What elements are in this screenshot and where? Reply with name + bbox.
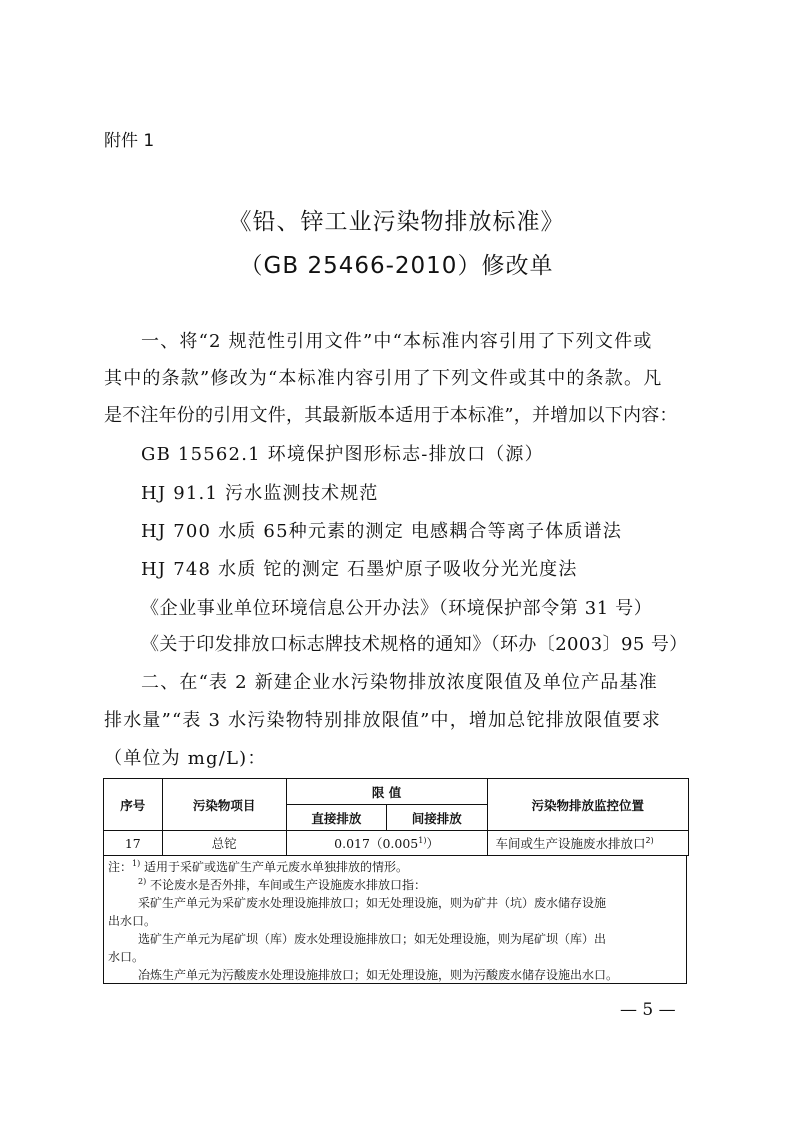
value-main: 0.017（0.005	[334, 836, 419, 851]
paragraph-2-line-2: 排水量”“表 3 水污染物特别排放限值”中，增加总铊排放限值要求	[104, 710, 661, 731]
paragraph-2-line-1: 二、在“表 2 新建企业水污染物排放浓度限值及单位产品基准	[141, 672, 658, 693]
note-3: 采矿生产单元为采矿废水处理设施排放口；如无处理设施，则为矿井（坑）废水储存设施	[138, 896, 607, 910]
reference-item: 《企业事业单位环境信息公开办法》（环境保护部令第 31 号）	[141, 598, 653, 619]
header-seq: 序号	[104, 779, 163, 831]
note-5: 冶炼生产单元为污酸废水处理设施排放口；如无处理设施，则为污酸废水储存设施出水口。	[138, 968, 619, 982]
document-title: 《铅、锌工业污染物排放标准》	[228, 209, 565, 235]
location-footnote-ref: 2)	[645, 835, 654, 845]
header-indirect: 间接排放	[387, 805, 487, 831]
location-text: 车间或生产设施废水排放口	[495, 836, 646, 851]
note-4-cont: 水口。	[108, 950, 145, 964]
cell-location	[487, 831, 689, 856]
cell-value	[286, 831, 487, 856]
value-close: ）	[426, 836, 439, 851]
header-location: 污染物排放监控位置	[487, 779, 689, 831]
note-1-marker: 1)	[132, 859, 141, 868]
reference-item: HJ 748 水质 铊的测定 石墨炉原子吸收分光光度法	[141, 559, 578, 580]
paragraph-2-line-3: （单位为 mg/L)：	[104, 748, 267, 769]
note-4: 选矿生产单元为尾矿坝（库）废水处理设施排放口；如无处理设施，则为尾矿坝（库）出	[138, 932, 607, 946]
header-direct: 直接排放	[286, 805, 386, 831]
note-2-text: 不论废水是否外排，车间或生产设施废水排放口指：	[146, 878, 427, 892]
table-notes	[103, 856, 687, 984]
notes-prefix: 注：	[108, 860, 133, 874]
emission-limit-table	[103, 778, 689, 856]
attachment-label: 附件 1	[104, 131, 155, 151]
reference-item: 《关于印发排放口标志牌技术规格的通知》（环办〔2003〕95 号）	[141, 634, 688, 655]
table-row	[104, 831, 689, 856]
note-2	[108, 876, 686, 894]
reference-item: GB 15562.1 环境保护图形标志-排放口（源）	[141, 444, 544, 465]
note-1-text: 适用于采矿或选矿生产单元废水单独排放的情形。	[140, 860, 409, 874]
header-limit: 限 值	[286, 779, 487, 805]
document-subtitle: （GB 25466-2010）修改单	[239, 253, 554, 279]
header-item: 污染物项目	[162, 779, 286, 831]
cell-item: 总铊	[162, 831, 286, 856]
reference-item: HJ 91.1 污水监测技术规范	[141, 483, 379, 504]
reference-item: HJ 700 水质 65种元素的测定 电感耦合等离子体质谱法	[141, 521, 623, 542]
paragraph-1-line-1: 一、将“2 规范性引用文件”中“本标准内容引用了下列文件或	[141, 331, 653, 352]
page-number: — 5 —	[620, 1000, 676, 1020]
cell-seq: 17	[104, 831, 163, 856]
value-footnote-ref: 1)	[418, 835, 427, 845]
note-3-cont: 出水口。	[108, 914, 157, 928]
paragraph-1-line-3: 是不注年份的引用文件，其最新版本适用于本标准”，并增加以下内容：	[104, 405, 678, 426]
note-2-marker: 2)	[138, 877, 147, 886]
note-1	[108, 858, 686, 876]
paragraph-1-line-2: 其中的条款”修改为“本标准内容引用了下列文件或其中的条款。凡	[104, 368, 663, 389]
